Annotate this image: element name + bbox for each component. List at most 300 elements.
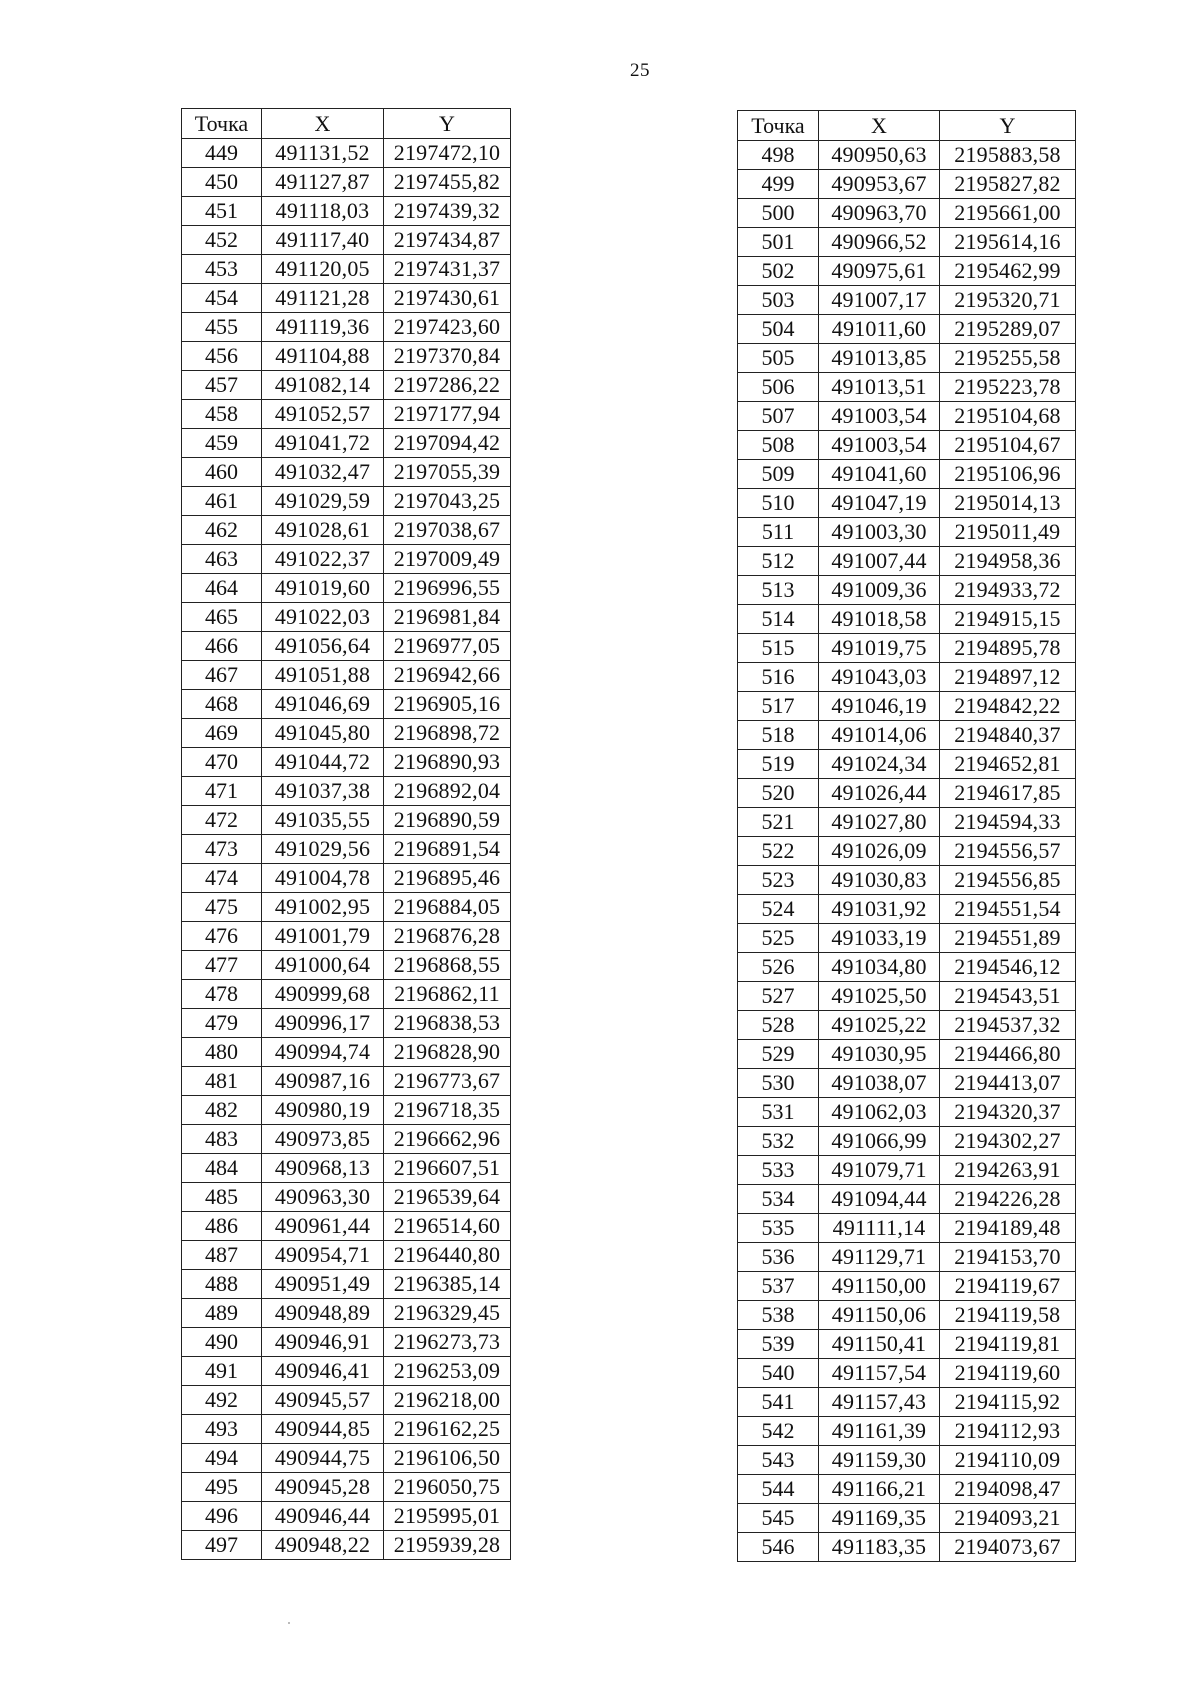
cell-x: 490999,68 — [262, 980, 384, 1009]
table-row — [182, 632, 511, 661]
cell-x: 491014,06 — [819, 721, 940, 750]
cell-point: 462 — [182, 516, 262, 545]
cell-point: 518 — [738, 721, 819, 750]
table-row — [182, 284, 511, 313]
table-row — [182, 1357, 511, 1386]
cell-point: 494 — [182, 1444, 262, 1473]
cell-x: 491022,03 — [262, 603, 384, 632]
cell-point: 541 — [738, 1388, 819, 1417]
cell-y: 2197094,42 — [384, 429, 511, 458]
cell-point: 528 — [738, 1011, 819, 1040]
cell-point: 507 — [738, 402, 819, 431]
cell-point: 506 — [738, 373, 819, 402]
cell-x: 490953,67 — [819, 170, 940, 199]
table-row — [182, 226, 511, 255]
cell-y: 2194119,58 — [940, 1301, 1076, 1330]
cell-point: 464 — [182, 574, 262, 603]
table-row — [182, 922, 511, 951]
table-row — [738, 1359, 1076, 1388]
cell-y: 2196218,00 — [384, 1386, 511, 1415]
cell-y: 2197286,22 — [384, 371, 511, 400]
cell-x: 491043,03 — [819, 663, 940, 692]
cell-x: 490951,49 — [262, 1270, 384, 1299]
cell-x: 490980,19 — [262, 1096, 384, 1125]
table-row — [182, 458, 511, 487]
table-header-row — [738, 111, 1076, 141]
cell-x: 491028,61 — [262, 516, 384, 545]
cell-point: 530 — [738, 1069, 819, 1098]
cell-x: 491150,00 — [819, 1272, 940, 1301]
cell-point: 543 — [738, 1446, 819, 1475]
table-row — [182, 1299, 511, 1328]
cell-x: 490954,71 — [262, 1241, 384, 1270]
cell-y: 2196996,55 — [384, 574, 511, 603]
cell-point: 513 — [738, 576, 819, 605]
cell-point: 475 — [182, 893, 262, 922]
table-row — [182, 1502, 511, 1531]
cell-x: 491029,56 — [262, 835, 384, 864]
cell-y: 2194842,22 — [940, 692, 1076, 721]
cell-point: 497 — [182, 1531, 262, 1560]
cell-y: 2194112,93 — [940, 1417, 1076, 1446]
cell-point: 457 — [182, 371, 262, 400]
cell-x: 491030,83 — [819, 866, 940, 895]
cell-point: 505 — [738, 344, 819, 373]
table-row — [182, 1038, 511, 1067]
cell-point: 495 — [182, 1473, 262, 1502]
cell-x: 491001,79 — [262, 922, 384, 951]
cell-x: 491161,39 — [819, 1417, 940, 1446]
cell-point: 537 — [738, 1272, 819, 1301]
cell-y: 2196892,04 — [384, 777, 511, 806]
table-row — [182, 516, 511, 545]
page-number: 25 — [630, 60, 650, 81]
cell-x: 491022,37 — [262, 545, 384, 574]
table-row — [182, 864, 511, 893]
cell-x: 491082,14 — [262, 371, 384, 400]
cell-y: 2196898,72 — [384, 719, 511, 748]
cell-y: 2196828,90 — [384, 1038, 511, 1067]
cell-x: 491034,80 — [819, 953, 940, 982]
table-row — [738, 750, 1076, 779]
table-row — [738, 1272, 1076, 1301]
cell-x: 490946,44 — [262, 1502, 384, 1531]
table-row — [738, 634, 1076, 663]
cell-y: 2197009,49 — [384, 545, 511, 574]
cell-y: 2195106,96 — [940, 460, 1076, 489]
table-row — [182, 371, 511, 400]
cell-point: 516 — [738, 663, 819, 692]
cell-x: 491003,54 — [819, 431, 940, 460]
cell-point: 535 — [738, 1214, 819, 1243]
cell-point: 463 — [182, 545, 262, 574]
table-row — [182, 429, 511, 458]
cell-x: 491024,34 — [819, 750, 940, 779]
table-row — [738, 286, 1076, 315]
cell-point: 490 — [182, 1328, 262, 1357]
cell-x: 491011,60 — [819, 315, 940, 344]
cell-point: 472 — [182, 806, 262, 835]
cell-y: 2195223,78 — [940, 373, 1076, 402]
cell-x: 490968,13 — [262, 1154, 384, 1183]
cell-y: 2194551,54 — [940, 895, 1076, 924]
table-row — [738, 1243, 1076, 1272]
cell-y: 2195883,58 — [940, 141, 1076, 170]
cell-x: 491025,22 — [819, 1011, 940, 1040]
cell-y: 2196385,14 — [384, 1270, 511, 1299]
table-row — [182, 1241, 511, 1270]
cell-point: 529 — [738, 1040, 819, 1069]
table-row — [738, 460, 1076, 489]
cell-x: 491003,30 — [819, 518, 940, 547]
cell-point: 455 — [182, 313, 262, 342]
cell-x: 491041,72 — [262, 429, 384, 458]
cell-y: 2194840,37 — [940, 721, 1076, 750]
cell-point: 492 — [182, 1386, 262, 1415]
cell-y: 2194551,89 — [940, 924, 1076, 953]
cell-y: 2194189,48 — [940, 1214, 1076, 1243]
table-row — [738, 982, 1076, 1011]
cell-y: 2196539,64 — [384, 1183, 511, 1212]
cell-point: 525 — [738, 924, 819, 953]
cell-y: 2197439,32 — [384, 197, 511, 226]
cell-x: 491002,95 — [262, 893, 384, 922]
table-row — [182, 603, 511, 632]
cell-x: 490946,41 — [262, 1357, 384, 1386]
cell-y: 2194537,32 — [940, 1011, 1076, 1040]
cell-y: 2194110,09 — [940, 1446, 1076, 1475]
table-row — [738, 1185, 1076, 1214]
cell-point: 522 — [738, 837, 819, 866]
cell-y: 2194546,12 — [940, 953, 1076, 982]
cell-x: 491157,43 — [819, 1388, 940, 1417]
cell-x: 491056,64 — [262, 632, 384, 661]
cell-y: 2196662,96 — [384, 1125, 511, 1154]
cell-point: 512 — [738, 547, 819, 576]
cell-y: 2196890,93 — [384, 748, 511, 777]
cell-y: 2194093,21 — [940, 1504, 1076, 1533]
table-row — [182, 748, 511, 777]
header-x: X — [262, 109, 384, 139]
cell-point: 534 — [738, 1185, 819, 1214]
cell-x: 491035,55 — [262, 806, 384, 835]
cell-x: 491003,54 — [819, 402, 940, 431]
cell-x: 490966,52 — [819, 228, 940, 257]
cell-x: 490944,85 — [262, 1415, 384, 1444]
cell-x: 491031,92 — [819, 895, 940, 924]
cell-point: 489 — [182, 1299, 262, 1328]
cell-x: 490987,16 — [262, 1067, 384, 1096]
cell-x: 491062,03 — [819, 1098, 940, 1127]
table-row — [182, 139, 511, 168]
table-row — [738, 257, 1076, 286]
cell-point: 515 — [738, 634, 819, 663]
cell-point: 540 — [738, 1359, 819, 1388]
table-row — [738, 866, 1076, 895]
cell-point: 480 — [182, 1038, 262, 1067]
table-row — [182, 980, 511, 1009]
cell-y: 2194556,85 — [940, 866, 1076, 895]
cell-x: 491117,40 — [262, 226, 384, 255]
cell-point: 502 — [738, 257, 819, 286]
table-row — [182, 893, 511, 922]
cell-x: 491009,36 — [819, 576, 940, 605]
cell-point: 485 — [182, 1183, 262, 1212]
header-point: Точка — [182, 109, 262, 139]
table-row — [738, 402, 1076, 431]
cell-y: 2197370,84 — [384, 342, 511, 371]
cell-y: 2194594,33 — [940, 808, 1076, 837]
table-row — [738, 489, 1076, 518]
table-row — [182, 400, 511, 429]
cell-y: 2196868,55 — [384, 951, 511, 980]
table-row — [182, 719, 511, 748]
cell-point: 477 — [182, 951, 262, 980]
cell-x: 491119,36 — [262, 313, 384, 342]
cell-point: 538 — [738, 1301, 819, 1330]
cell-x: 491183,35 — [819, 1533, 940, 1562]
header-y: Y — [384, 109, 511, 139]
cell-x: 491000,64 — [262, 951, 384, 980]
cell-y: 2196862,11 — [384, 980, 511, 1009]
cell-y: 2196884,05 — [384, 893, 511, 922]
cell-y: 2197055,39 — [384, 458, 511, 487]
table-row — [182, 1270, 511, 1299]
cell-point: 486 — [182, 1212, 262, 1241]
table-row — [738, 924, 1076, 953]
table-row — [738, 605, 1076, 634]
cell-y: 2196607,51 — [384, 1154, 511, 1183]
cell-point: 466 — [182, 632, 262, 661]
table-row — [182, 1125, 511, 1154]
cell-y: 2196440,80 — [384, 1241, 511, 1270]
cell-x: 491079,71 — [819, 1156, 940, 1185]
table-row — [738, 576, 1076, 605]
cell-y: 2195939,28 — [384, 1531, 511, 1560]
cell-x: 491111,14 — [819, 1214, 940, 1243]
cell-x: 491018,58 — [819, 605, 940, 634]
cell-y: 2194119,60 — [940, 1359, 1076, 1388]
cell-y: 2195995,01 — [384, 1502, 511, 1531]
cell-x: 491166,21 — [819, 1475, 940, 1504]
cell-point: 499 — [738, 170, 819, 199]
table-row — [182, 690, 511, 719]
cell-x: 491046,19 — [819, 692, 940, 721]
cell-y: 2194119,67 — [940, 1272, 1076, 1301]
cell-y: 2194466,80 — [940, 1040, 1076, 1069]
cell-y: 2195462,99 — [940, 257, 1076, 286]
cell-x: 491044,72 — [262, 748, 384, 777]
table-row — [738, 141, 1076, 170]
table-row — [738, 1011, 1076, 1040]
cell-point: 484 — [182, 1154, 262, 1183]
cell-point: 479 — [182, 1009, 262, 1038]
table-row — [738, 1127, 1076, 1156]
cell-x: 491120,05 — [262, 255, 384, 284]
table-row — [182, 1386, 511, 1415]
cell-point: 452 — [182, 226, 262, 255]
table-row — [182, 1212, 511, 1241]
cell-x: 491013,51 — [819, 373, 940, 402]
cell-y: 2197434,87 — [384, 226, 511, 255]
table-row — [182, 1096, 511, 1125]
table-row — [738, 431, 1076, 460]
cell-y: 2195104,67 — [940, 431, 1076, 460]
table-row — [738, 808, 1076, 837]
cell-y: 2196773,67 — [384, 1067, 511, 1096]
cell-point: 533 — [738, 1156, 819, 1185]
cell-x: 491150,06 — [819, 1301, 940, 1330]
table-row — [182, 1067, 511, 1096]
cell-x: 491131,52 — [262, 139, 384, 168]
cell-y: 2194617,85 — [940, 779, 1076, 808]
cell-y: 2196905,16 — [384, 690, 511, 719]
cell-point: 498 — [738, 141, 819, 170]
cell-y: 2196942,66 — [384, 661, 511, 690]
table-row — [738, 1040, 1076, 1069]
cell-y: 2195011,49 — [940, 518, 1076, 547]
table-row — [738, 199, 1076, 228]
cell-x: 490945,57 — [262, 1386, 384, 1415]
table-body-right — [738, 141, 1076, 1562]
cell-y: 2196838,53 — [384, 1009, 511, 1038]
cell-point: 471 — [182, 777, 262, 806]
cell-point: 503 — [738, 286, 819, 315]
cell-point: 465 — [182, 603, 262, 632]
cell-point: 451 — [182, 197, 262, 226]
table-row — [182, 342, 511, 371]
cell-point: 514 — [738, 605, 819, 634]
cell-x: 491045,80 — [262, 719, 384, 748]
cell-x: 491046,69 — [262, 690, 384, 719]
cell-y: 2195255,58 — [940, 344, 1076, 373]
table-row — [182, 313, 511, 342]
table-row — [182, 1328, 511, 1357]
cell-point: 501 — [738, 228, 819, 257]
cell-y: 2196162,25 — [384, 1415, 511, 1444]
cell-x: 491129,71 — [819, 1243, 940, 1272]
cell-x: 491007,44 — [819, 547, 940, 576]
cell-y: 2197177,94 — [384, 400, 511, 429]
cell-point: 460 — [182, 458, 262, 487]
table-row — [738, 1504, 1076, 1533]
cell-y: 2194073,67 — [940, 1533, 1076, 1562]
cell-y: 2194543,51 — [940, 982, 1076, 1011]
cell-point: 458 — [182, 400, 262, 429]
cell-point: 496 — [182, 1502, 262, 1531]
cell-point: 519 — [738, 750, 819, 779]
cell-x: 491019,60 — [262, 574, 384, 603]
cell-x: 491127,87 — [262, 168, 384, 197]
cell-y: 2196891,54 — [384, 835, 511, 864]
table-row — [738, 315, 1076, 344]
table-row — [738, 1475, 1076, 1504]
cell-point: 545 — [738, 1504, 819, 1533]
cell-x: 491007,17 — [819, 286, 940, 315]
cell-x: 491013,85 — [819, 344, 940, 373]
cell-x: 491104,88 — [262, 342, 384, 371]
table-row — [738, 518, 1076, 547]
table-row — [738, 837, 1076, 866]
coordinates-table-left — [181, 108, 511, 1560]
cell-point: 469 — [182, 719, 262, 748]
cell-x: 490950,63 — [819, 141, 940, 170]
table-row — [738, 1388, 1076, 1417]
table-row — [738, 547, 1076, 576]
cell-x: 490961,44 — [262, 1212, 384, 1241]
cell-x: 491025,50 — [819, 982, 940, 1011]
header-y: Y — [940, 111, 1076, 141]
table-row — [182, 168, 511, 197]
cell-x: 490994,74 — [262, 1038, 384, 1067]
cell-x: 491094,44 — [819, 1185, 940, 1214]
cell-y: 2196876,28 — [384, 922, 511, 951]
table-row — [182, 951, 511, 980]
table-header-row — [182, 109, 511, 139]
cell-y: 2197455,82 — [384, 168, 511, 197]
cell-y: 2194895,78 — [940, 634, 1076, 663]
cell-y: 2197431,37 — [384, 255, 511, 284]
table-row — [182, 1473, 511, 1502]
cell-y: 2196050,75 — [384, 1473, 511, 1502]
cell-point: 467 — [182, 661, 262, 690]
cell-y: 2196253,09 — [384, 1357, 511, 1386]
cell-x: 491038,07 — [819, 1069, 940, 1098]
cell-x: 490945,28 — [262, 1473, 384, 1502]
cell-y: 2196329,45 — [384, 1299, 511, 1328]
table-row — [738, 895, 1076, 924]
cell-x: 491032,47 — [262, 458, 384, 487]
cell-point: 473 — [182, 835, 262, 864]
cell-point: 476 — [182, 922, 262, 951]
cell-point: 508 — [738, 431, 819, 460]
table-row — [182, 1531, 511, 1560]
table-row — [738, 1301, 1076, 1330]
cell-point: 532 — [738, 1127, 819, 1156]
table-row — [738, 1156, 1076, 1185]
cell-y: 2194933,72 — [940, 576, 1076, 605]
cell-x: 491159,30 — [819, 1446, 940, 1475]
cell-point: 520 — [738, 779, 819, 808]
cell-x: 491019,75 — [819, 634, 940, 663]
table-row — [182, 545, 511, 574]
cell-y: 2194153,70 — [940, 1243, 1076, 1272]
cell-y: 2194897,12 — [940, 663, 1076, 692]
table-row — [738, 228, 1076, 257]
cell-y: 2197430,61 — [384, 284, 511, 313]
cell-point: 488 — [182, 1270, 262, 1299]
cell-point: 454 — [182, 284, 262, 313]
cell-y: 2194915,15 — [940, 605, 1076, 634]
coordinates-table-right — [737, 110, 1076, 1562]
cell-x: 491030,95 — [819, 1040, 940, 1069]
cell-point: 470 — [182, 748, 262, 777]
table-row — [182, 661, 511, 690]
cell-point: 491 — [182, 1357, 262, 1386]
cell-point: 468 — [182, 690, 262, 719]
cell-y: 2194226,28 — [940, 1185, 1076, 1214]
table-row — [738, 1533, 1076, 1562]
table-row — [738, 663, 1076, 692]
cell-y: 2196895,46 — [384, 864, 511, 893]
cell-x: 490948,22 — [262, 1531, 384, 1560]
cell-y: 2196106,50 — [384, 1444, 511, 1473]
table-row — [182, 806, 511, 835]
cell-y: 2197038,67 — [384, 516, 511, 545]
cell-point: 527 — [738, 982, 819, 1011]
cell-x: 490996,17 — [262, 1009, 384, 1038]
cell-y: 2197423,60 — [384, 313, 511, 342]
